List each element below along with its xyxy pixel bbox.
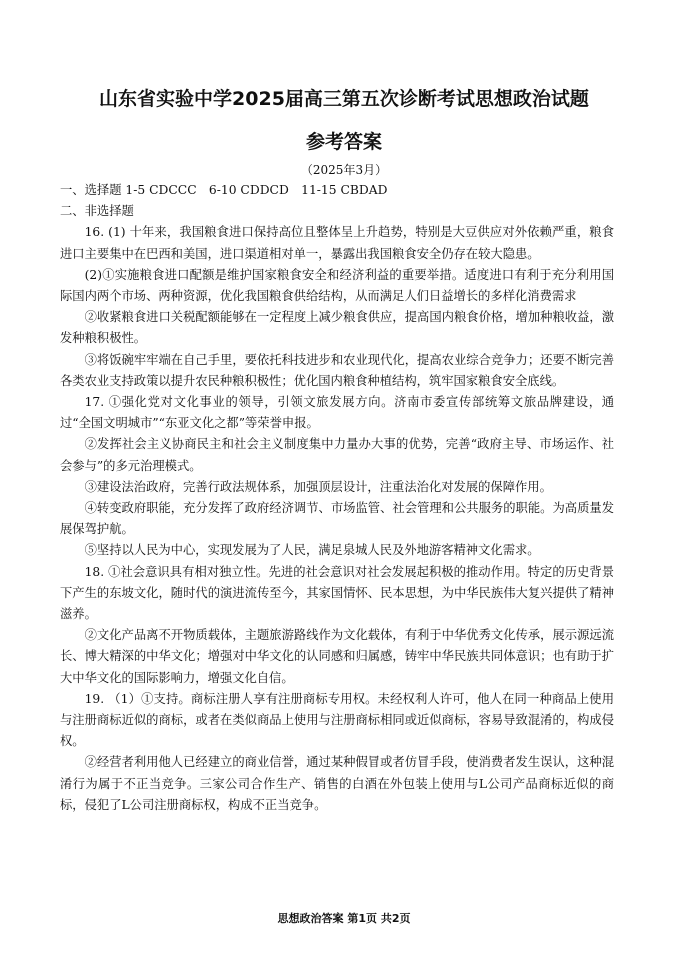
answer-paragraph: ④转变政府职能，充分发挥了政府经济调节、市场监管、社会管理和公共服务的职能。为高质量发展保驾护航。 [60,501,614,537]
document-subtitle: 参考答案 [305,131,382,153]
answer-paragraph: 18. ①社会意识具有相对独立性。先进的社会意识对社会发展起积极的推动作用。特定的历史背景下产生的东坡文化，随时代的演进流传至今，其家国情怀、民本思想，为中华民族伟大复兴提供了精神滋养。 [60,564,614,622]
answer-paragraph: (2)①实施粮食进口配额是维护国家粮食安全和经济利益的重要举措。适度进口有利于充分利用国际国内两个市场、两种资源，优化我国粮食供给结构，从而满足人们日益增长的多样化消费需求 [60,267,614,304]
nonchoice-heading: 二、非选择题 [60,204,134,219]
answer-paragraph: ③建设法治政府，完善行政法规体系，加强顶层设计，注重法治化对发展的保障作用。 [84,479,552,494]
answer-paragraph: ②文化产品离不开物质载体，主题旅游路线作为文化载体，有利于中华优秀文化传承，展示源远流长、博大精深的中华文化；增强对中华文化的认同感和归属感，铸牢中华民族共同体意识；也有助于扩大中华文化的国际影响力，增强文化自信。 [60,628,614,685]
answer-paragraph: ⑤坚持以人民为中心，实现发展为了人民，满足泉城人民及外地游客精神文化需求。 [84,543,540,558]
answer-paragraph: 16. (1) 十年来，我国粮食进口保持高位且整体呈上升趋势，特别是大豆供应对外依赖严重，粮食进口主要集中在巴西和美国，进口渠道相对单一，暴露出我国粮食安全仍存在较大隐患。 [60,225,614,261]
answer-paragraph: 19. （1）①支持。商标注册人享有注册商标专用权。未经权利人许可，他人在同一种商品上使用与注册商标近似的商标，或者在类似商品上使用与注册商标相同或近似商标，容易导致混淆的，构成侵权。 [60,691,614,749]
answer-paragraph: ②发挥社会主义协商民主和社会主义制度集中力量办大事的优势，完善“政府主导、市场运作、社会参与”的多元治理模式。 [60,437,614,473]
answer-paragraph: ②经营者利用他人已经建立的商业信誉，通过某种假冒或者仿冒手段，使消费者发生误认，这种混淆行为属于不正当竞争。三家公司合作生产、销售的白酒在外包装上使用与L公司产品商标近似的商标，侵犯了L公司注册商标权，构成不正当竞争。 [60,755,614,812]
document-date: （2025年3月） [300,163,388,177]
choice-answers: 一、选择题 1-5 CDCCC 6-10 CDDCD 11-15 CBDAD [60,183,388,197]
answer-paragraph: 17. ①强化党对文化事业的领导，引领文旅发展方向。济南市委宣传部统筹文旅品牌建设，通过“全国文明城市”“东亚文化之都”等荣誉申报。 [60,395,614,431]
answer-paragraph: ②收紧粮食进口关税配额能够在一定程度上减少粮食供应，提高国内粮食价格，增加种粮收益，激发种粮积极性。 [60,310,614,346]
answer-content [60,180,614,816]
page-footer: 思想政治答案 第1页 共2页 [277,912,411,925]
document-title: 山东省实验中学2025届高三第五次诊断考试思想政治试题 [99,88,589,110]
answer-paragraph: ③将饭碗牢牢端在自己手里，要依托科技进步和农业现代化，提高农业综合竞争力；还要不断完善各类农业支持政策以提升农民种粮积极性；优化国内粮食种植结构，筑牢国家粮食安全底线。 [60,352,614,388]
